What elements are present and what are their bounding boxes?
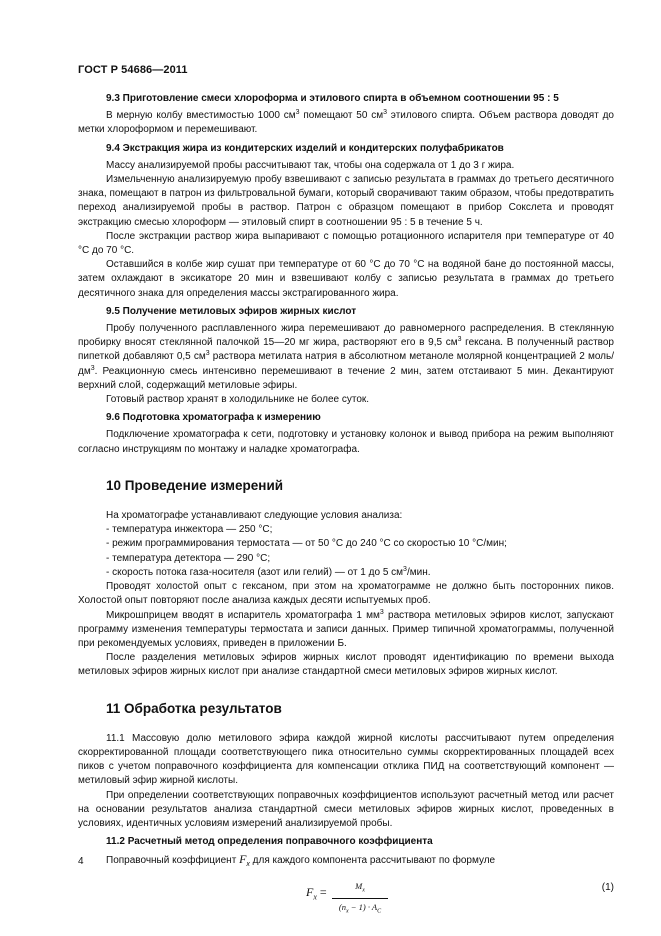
section-9-3-heading: 9.3 Приготовление смеси хлороформа и этилового спирта в объемном соотношении 95 : 5 <box>106 93 559 104</box>
equation-number: (1) <box>601 881 614 893</box>
formula-numerator: $M_x$ <box>332 879 388 900</box>
list-item: - скорость потока газа-носителя (азот или гелий) — от 1 до 5 $см^3$/мин. <box>106 565 431 578</box>
section-9-4-paragraph-3: После экстракции раствор жира выпаривают с помощью ротационного испарителя при температуре от 40 °С до 70 °С. <box>78 230 614 257</box>
section-9-5-paragraph-1: Пробу полученного расплавленного жира перемешивают до равномерного распределения. В стеклянную пробирку вносят стеклянной палочкой 15—20 мг жира, растворяют его в 9,5 $см^3$ гексана. В полученный раствор пипеткой добавляют 0,5 $см^3$ раствора метилата натрия в абсолютном метаноле молярной концентрацией 2 моль/$дм^3$. Реакционную смесь интенсивно перемешивают в течение 2 мин, затем отстаивают 5 мин. Декантируют верхний слой, содержащий метиловые эфиры. <box>78 323 614 391</box>
list-item: - температура инжектора — 250 °С; <box>106 524 273 536</box>
formula-lhs: $F_x$ = <box>306 884 327 901</box>
section-9-6-paragraph: Подключение хроматографа к сети, подготовку и установку колонок и вывод прибора на режим выполняют согласно инструкциям по монтажу и наладке хроматографа. <box>78 429 614 455</box>
page-number: 4 <box>78 856 84 867</box>
list-item: - температура детектора — 290 °С; <box>106 552 271 564</box>
section-9-3-paragraph: В мерную колбу вместимостью 1000 $см^3$ помещают 50 $см^3$ этилового спирта. Объем раствора доводят до метки хлороформом и перемешивают. <box>78 109 614 136</box>
section-10-paragraph-3: После разделения метиловых эфиров жирных кислот проводят идентификацию по времени выхода метиловых эфиров жирных кислот при анализе стандартной смеси метиловых эфиров жирных кислот. <box>78 652 614 678</box>
section-10-paragraph-2: Микрошприцем вводят в испаритель хроматографа 1 $мм^3$ раствора метиловых эфиров кислот, запускают программу изменения температуры термостата и записи данных. Пример типичной хроматограммы, полученной при рекомендуемых условиях, приведен в приложении Б. <box>78 608 614 649</box>
section-9-5-paragraph-2: Готовый раствор хранят в холодильнике не более суток. <box>106 394 370 406</box>
formula-denominator: $(n_x - 1) \cdot A_C$ <box>338 902 382 916</box>
section-11-paragraph-2: При определении соответствующих поправочных коэффициентов используют расчетный метод или расчет на основании результатов анализа стандартной смеси метиловых эфиров жирных кислот, проведенных в условиях, идентичных условиям измерений анализируемой пробы. <box>78 789 614 829</box>
section-9-4-paragraph-2: Измельченную анализируемую пробу взвешивают с записью результата в граммах до третьего десятичного знака, помещают в патрон из фильтровальной бумаги, который сворачивают таким образом, чтобы предотвратить переход анализируемой пробы в раствор. Патрон с образцом помещают в прибор Сокслета и проводят экстракцию смесью хлороформ — этиловый спирт в соотношении 95 : 5 в течение 5 ч. <box>78 174 614 228</box>
section-9-6-heading: 9.6 Подготовка хроматографа к измерению <box>106 412 321 424</box>
section-9-4-heading: 9.4 Экстракция жира из кондитерских изделий и кондитерских полуфабрикатов <box>106 142 504 154</box>
section-9-4-paragraph-4: Оставшийся в колбе жир сушат при температуре от 60 °С до 70 °С на водяной бане до постоянной массы, затем охлаждают в эксикаторе 20 мин и взвешивают колбу с записью результата в граммах до третьего десятичного знака для определения массы экстрагированного жира. <box>78 259 614 299</box>
section-9-4-paragraph-1: Массу анализируемой пробы рассчитывают так, чтобы она содержала от 1 до 3 г жира. <box>106 159 515 171</box>
section-11-2-paragraph: Поправочный коэффициент $F_x$ для каждого компонента рассчитывают по формуле <box>106 852 496 869</box>
section-10-paragraph-1: Проводят холостой опыт с гексаном, при этом на хроматограмме не должно быть посторонних пиков. Холостой опыт повторяют после анализа каждых десяти испытуемых проб. <box>78 581 614 607</box>
analysis-conditions-list <box>78 509 614 580</box>
section-11-2-heading: 11.2 Расчетный метод определения поправочного коэффициента <box>106 836 433 848</box>
list-intro: На хроматографе устанавливают следующие условия анализа: <box>106 510 403 522</box>
section-9-5-heading: 9.5 Получение метиловых эфиров жирных кислот <box>106 305 357 317</box>
page-content <box>78 92 614 917</box>
formula-1 <box>78 877 614 917</box>
section-11-1-paragraph: 11.1 Массовую долю метилового эфира каждой жирной кислоты рассчитывают путем определения скорректированной площади соответствующего пика относительно суммы скорректированных площадей всех пиков с учетом поправочного коэффициента для компенсации отклика ПИД на соответствующий компонент — метиловый эфир жирной кислоты. <box>78 732 614 787</box>
list-item: - режим программирования термостата — от 50 °С до 240 °С со скоростью 10 °С/мин; <box>106 538 507 550</box>
formula-fraction <box>332 879 388 920</box>
section-10-heading: 10 Проведение измерений <box>106 477 284 493</box>
document-header: ГОСТ Р 54686—2011 <box>78 64 188 76</box>
section-11-heading: 11 Обработка результатов <box>106 700 282 716</box>
